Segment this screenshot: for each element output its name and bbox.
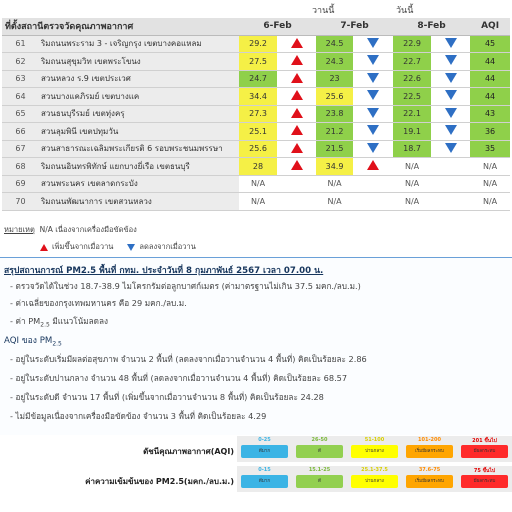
trend-cell bbox=[353, 140, 393, 158]
increase-arrow-icon bbox=[291, 160, 303, 170]
trend-cell bbox=[431, 88, 470, 106]
decrease-arrow-icon bbox=[367, 108, 379, 118]
pm25-6feb: N/A bbox=[239, 175, 277, 193]
pm25-7feb: 23 bbox=[316, 70, 353, 88]
trend-cell bbox=[431, 35, 470, 53]
trend-cell bbox=[353, 123, 393, 141]
station-name: สวนลุมพินี เขตปทุมวัน bbox=[39, 123, 239, 141]
aqi-value: N/A bbox=[470, 158, 510, 176]
aqi-scale-cell bbox=[292, 436, 347, 462]
pm25-8feb: 19.1 bbox=[393, 123, 431, 141]
summary-trend-line bbox=[10, 315, 108, 329]
pm-range-label: 75 ขึ้นไป bbox=[473, 468, 496, 474]
pm25-6feb: 27.3 bbox=[239, 105, 277, 123]
pm25-8feb: N/A bbox=[393, 193, 431, 211]
table-row bbox=[2, 193, 510, 211]
trend-cell bbox=[277, 70, 316, 88]
table-header-row bbox=[2, 18, 510, 35]
summary-panel bbox=[0, 257, 512, 435]
pm25-8feb: N/A bbox=[393, 175, 431, 193]
aqi-level-label: ดี bbox=[296, 445, 343, 458]
pm25-8feb: 22.9 bbox=[393, 35, 431, 53]
station-name: ริมถนนสุขุมวิท เขตพระโขนง bbox=[39, 53, 239, 71]
trend-text-subscript: 2.5 bbox=[40, 321, 50, 329]
increase-arrow-icon bbox=[291, 90, 303, 100]
station-number: 61 bbox=[2, 35, 39, 53]
remark-text: N/A เนื่องจากเครื่องมือขัดข้อง bbox=[39, 225, 137, 234]
trend-cell bbox=[277, 158, 316, 176]
trend-cell bbox=[277, 105, 316, 123]
table-row bbox=[2, 140, 510, 158]
decrease-arrow-icon bbox=[445, 38, 457, 48]
pm25-8feb: 18.7 bbox=[393, 140, 431, 158]
summary-range-line: - ตรวจวัดได้ในช่วง 18.7-38.9 ไมโครกรัมต่อลูกบาศก์เมตร (ค่ามาตรฐานไม่เกิน 37.5 มคก./ลบ.ม.) bbox=[10, 281, 361, 291]
station-name: สวนบางแคภิรมย์ เขตบางแค bbox=[39, 88, 239, 106]
trend-cell bbox=[353, 175, 393, 193]
table-row bbox=[2, 88, 510, 106]
yesterday-label: วานนี้ bbox=[312, 6, 335, 16]
decrease-arrow-icon bbox=[127, 244, 135, 251]
station-number: 65 bbox=[2, 105, 39, 123]
pm-level-label: ปานกลาง bbox=[351, 475, 398, 488]
trend-cell bbox=[277, 53, 316, 71]
pm25-7feb: 21.5 bbox=[316, 140, 353, 158]
date-column-header-7feb: 7-Feb bbox=[316, 18, 393, 35]
increase-arrow-icon bbox=[291, 38, 303, 48]
decrease-arrow-icon bbox=[445, 90, 457, 100]
aqi-level-label: มีผลกระทบ bbox=[461, 445, 508, 458]
aqi-range-label: 201 ขึ้นไป bbox=[472, 438, 497, 444]
trend-cell bbox=[431, 70, 470, 88]
aqi-value: 43 bbox=[470, 105, 510, 123]
decrease-arrow-icon bbox=[445, 108, 457, 118]
increase-arrow-icon bbox=[291, 73, 303, 83]
trend-cell bbox=[431, 140, 470, 158]
aqi-value: N/A bbox=[470, 175, 510, 193]
aqi-level-label: เริ่มมีผลกระทบ bbox=[406, 445, 453, 458]
decrease-arrow-icon bbox=[445, 143, 457, 153]
pm-level-label: ดี bbox=[296, 475, 343, 488]
pm-scale-cell bbox=[237, 466, 292, 492]
trend-cell bbox=[431, 175, 470, 193]
pm25-6feb: 27.5 bbox=[239, 53, 277, 71]
aqi-title-text: AQI ของ PM bbox=[4, 336, 53, 346]
pm-scale-cell bbox=[457, 466, 512, 492]
aqi-scale-cell bbox=[347, 436, 402, 462]
trend-cell bbox=[353, 35, 393, 53]
table-row bbox=[2, 35, 510, 53]
aqi-value: 44 bbox=[470, 88, 510, 106]
trend-cell bbox=[277, 140, 316, 158]
trend-cell bbox=[353, 70, 393, 88]
date-column-header-6feb: 6-Feb bbox=[239, 18, 316, 35]
aqi-range-label: 101-200 bbox=[418, 437, 441, 443]
trend-cell bbox=[277, 193, 316, 211]
pm-scale-row bbox=[0, 466, 512, 492]
decrease-arrow-icon bbox=[367, 38, 379, 48]
aqi-column-header: AQI bbox=[470, 18, 510, 35]
aqi-value: 45 bbox=[470, 35, 510, 53]
station-name: สวนหลวง ร.9 เขตประเวศ bbox=[39, 70, 239, 88]
station-column-header: ที่ตั้งสถานีตรวจวัดคุณภาพอากาศ bbox=[2, 18, 239, 35]
trend-cell bbox=[353, 193, 393, 211]
station-number: 64 bbox=[2, 88, 39, 106]
aqi-value: 35 bbox=[470, 140, 510, 158]
aqi-unhealthy-line: - อยู่ในระดับเริ่มมีผลต่อสุขภาพ จำนวน 2 พื้นที่ (ลดลงจากเมื่อวานจำนวน 4 พื้นที่) คิดเป็นร้อยละ 2.86 bbox=[10, 354, 367, 364]
aqi-scale-cell bbox=[402, 436, 457, 462]
table-row bbox=[2, 175, 510, 193]
station-number: 66 bbox=[2, 123, 39, 141]
aqi-range-label: 26-50 bbox=[311, 437, 328, 443]
station-number: 63 bbox=[2, 70, 39, 88]
decrease-arrow-icon bbox=[367, 143, 379, 153]
trend-cell bbox=[431, 193, 470, 211]
trend-legend bbox=[40, 241, 196, 253]
aqi-section-title bbox=[4, 333, 62, 348]
trend-cell bbox=[277, 123, 316, 141]
legend-increase: เพิ่มขึ้นจากเมื่อวาน bbox=[52, 242, 114, 251]
date-column-header-8feb: 8-Feb bbox=[393, 18, 470, 35]
decrease-arrow-icon bbox=[367, 73, 379, 83]
pm-scale-cell bbox=[402, 466, 457, 492]
pm25-8feb: 22.6 bbox=[393, 70, 431, 88]
aqi-range-label: 51-100 bbox=[364, 437, 385, 443]
trend-cell bbox=[353, 105, 393, 123]
trend-cell bbox=[277, 175, 316, 193]
pm25-7feb: N/A bbox=[316, 193, 353, 211]
aqi-moderate-line: - อยู่ในระดับปานกลาง จำนวน 48 พื้นที่ (ลดลงจากเมื่อวานจำนวน 4 พื้นที่) คิดเป็นร้อยละ 68.57 bbox=[10, 373, 348, 383]
pm-scale-cell bbox=[347, 466, 402, 492]
station-number: 68 bbox=[2, 158, 39, 176]
decrease-arrow-icon bbox=[367, 125, 379, 135]
aqi-scale-label: ดัชนีคุณภาพอากาศ(AQI) bbox=[143, 447, 234, 456]
increase-arrow-icon bbox=[291, 125, 303, 135]
pm-scale-boxes bbox=[237, 466, 512, 492]
station-name: สวนพระนคร เขตลาดกระบัง bbox=[39, 175, 239, 193]
pm-level-label: เริ่มมีผลกระทบ bbox=[406, 475, 453, 488]
pm-range-label: 37.6-75 bbox=[418, 467, 441, 473]
pm25-7feb: 23.8 bbox=[316, 105, 353, 123]
pm-scale-cell bbox=[292, 466, 347, 492]
trend-cell bbox=[277, 88, 316, 106]
pm25-8feb: N/A bbox=[393, 158, 431, 176]
trend-cell bbox=[431, 53, 470, 71]
pm25-6feb: 34.4 bbox=[239, 88, 277, 106]
trend-text-suffix: มีแนวโน้มลดลง bbox=[49, 316, 109, 326]
pm-range-label: 15.1-25 bbox=[308, 467, 331, 473]
decrease-arrow-icon bbox=[367, 90, 379, 100]
station-name: ริมถนนอินทรพิทักษ์ แยกบางยี่เรือ เขตธนบุรี bbox=[39, 158, 239, 176]
trend-cell bbox=[431, 105, 470, 123]
pm25-6feb: 29.2 bbox=[239, 35, 277, 53]
pm25-7feb: 25.6 bbox=[316, 88, 353, 106]
pm25-6feb: N/A bbox=[239, 193, 277, 211]
trend-cell bbox=[277, 35, 316, 53]
pm25-7feb: 24.3 bbox=[316, 53, 353, 71]
remark-label: หมายเหตุ bbox=[4, 225, 35, 234]
aqi-good-line: - อยู่ในระดับดี จำนวน 17 พื้นที่ (เพิ่มขึ้นจากเมื่อวานจำนวน 8 พื้นที่) คิดเป็นร้อยละ 24.28 bbox=[10, 392, 324, 402]
increase-arrow-icon bbox=[40, 244, 48, 251]
table-row bbox=[2, 53, 510, 71]
pm25-6feb: 25.6 bbox=[239, 140, 277, 158]
table-row bbox=[2, 70, 510, 88]
pm25-6feb: 24.7 bbox=[239, 70, 277, 88]
trend-cell bbox=[353, 88, 393, 106]
increase-arrow-icon bbox=[291, 143, 303, 153]
pm25-8feb: 22.5 bbox=[393, 88, 431, 106]
remark-note bbox=[4, 224, 137, 236]
pm25-8feb: 22.1 bbox=[393, 105, 431, 123]
pm-range-label: 25.1-37.5 bbox=[361, 467, 388, 473]
aqi-value: N/A bbox=[470, 193, 510, 211]
station-number: 62 bbox=[2, 53, 39, 71]
station-table bbox=[2, 18, 510, 211]
station-name: สวนธนบุรีรมย์ เขตทุ่งครุ bbox=[39, 105, 239, 123]
trend-cell bbox=[431, 123, 470, 141]
increase-arrow-icon bbox=[291, 108, 303, 118]
pm-level-label: ดีมาก bbox=[241, 475, 288, 488]
pm-level-label: มีผลกระทบ bbox=[461, 475, 508, 488]
pm25-7feb: N/A bbox=[316, 175, 353, 193]
trend-cell bbox=[353, 53, 393, 71]
station-name: สวนสาธารณะเฉลิมพระเกียรติ 6 รอบพระชนมพรรษา bbox=[39, 140, 239, 158]
legend-decrease: ลดลงจากเมื่อวาน bbox=[139, 242, 196, 251]
decrease-arrow-icon bbox=[367, 55, 379, 65]
trend-cell bbox=[431, 158, 470, 176]
station-name: ริมถนนพัฒนาการ เขตสวนหลวง bbox=[39, 193, 239, 211]
aqi-range-label: 0-25 bbox=[258, 437, 271, 443]
pm25-6feb: 25.1 bbox=[239, 123, 277, 141]
aqi-title-subscript: 2.5 bbox=[52, 340, 62, 348]
pm25-7feb: 21.2 bbox=[316, 123, 353, 141]
pm25-8feb: 22.7 bbox=[393, 53, 431, 71]
station-number: 67 bbox=[2, 140, 39, 158]
pm25-6feb: 28 bbox=[239, 158, 277, 176]
aqi-level-label: ดีมาก bbox=[241, 445, 288, 458]
table-row bbox=[2, 123, 510, 141]
decrease-arrow-icon bbox=[445, 55, 457, 65]
aqi-scale-cell bbox=[457, 436, 512, 462]
station-name: ริมถนนพระราม 3 - เจริญกรุง เขตบางคอแหลม bbox=[39, 35, 239, 53]
aqi-scale-cell bbox=[237, 436, 292, 462]
pm25-7feb: 24.5 bbox=[316, 35, 353, 53]
pm-scale-label: ค่าความเข้มข้นของ PM2.5(มคก./ลบ.ม.) bbox=[85, 477, 234, 486]
table-row bbox=[2, 105, 510, 123]
decrease-arrow-icon bbox=[445, 125, 457, 135]
aqi-scale-boxes bbox=[237, 436, 512, 462]
station-number: 70 bbox=[2, 193, 39, 211]
pm-range-label: 0-15 bbox=[258, 467, 271, 473]
aqi-scale-row bbox=[0, 436, 512, 462]
increase-arrow-icon bbox=[291, 55, 303, 65]
aqi-level-label: ปานกลาง bbox=[351, 445, 398, 458]
aqi-value: 36 bbox=[470, 123, 510, 141]
table-row bbox=[2, 158, 510, 176]
station-number: 69 bbox=[2, 175, 39, 193]
pm25-7feb: 34.9 bbox=[316, 158, 353, 176]
summary-title: สรุปสถานการณ์ PM2.5 พื้นที่ กทม. ประจำวันที่ 8 กุมภาพันธ์ 2567 เวลา 07.00 น. bbox=[4, 266, 324, 276]
decrease-arrow-icon bbox=[445, 73, 457, 83]
summary-average-line: - ค่าเฉลี่ยของกรุงเทพมหานคร คือ 29 มคก./ลบ.ม. bbox=[10, 298, 187, 308]
today-label: วันนี้ bbox=[396, 6, 414, 16]
aqi-value: 44 bbox=[470, 53, 510, 71]
trend-text-prefix: - ค่า PM bbox=[10, 316, 41, 326]
increase-arrow-icon bbox=[367, 160, 379, 170]
trend-cell bbox=[353, 158, 393, 176]
aqi-nodata-line: - ไม่มีข้อมูลเนื่องจากเครื่องมือขัดข้อง จำนวน 3 พื้นที่ คิดเป็นร้อยละ 4.29 bbox=[10, 411, 267, 421]
aqi-value: 44 bbox=[470, 70, 510, 88]
